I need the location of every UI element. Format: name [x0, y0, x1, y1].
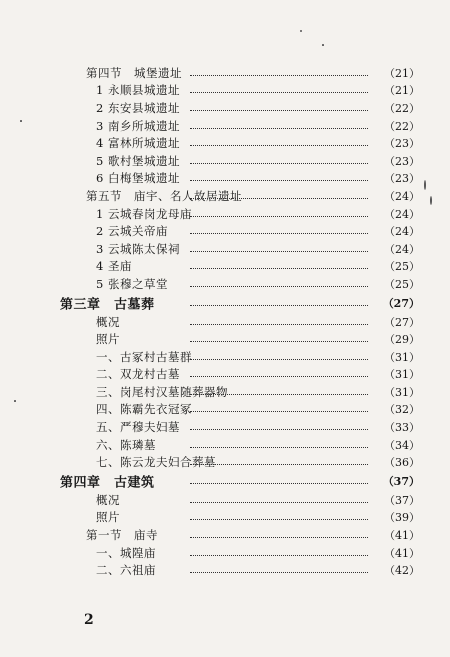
- toc-entry-title: 5 张穆之草堂: [96, 276, 168, 291]
- toc-entry-title: 六、陈璘墓: [96, 437, 156, 452]
- toc-page-number: （31）: [384, 385, 420, 399]
- toc-entry-title: 二、六祖庙: [96, 563, 156, 578]
- dot-leader: [190, 376, 368, 377]
- toc-entry-title: 七、陈云龙夫妇合葬墓: [96, 455, 216, 470]
- scan-speck: [424, 180, 426, 190]
- toc-page-number: （32）: [384, 403, 420, 417]
- dot-leader: [190, 268, 368, 269]
- toc-entry-title: 1 云城春岗龙母庙: [96, 206, 192, 221]
- dot-leader: [190, 180, 368, 181]
- dot-leader: [190, 286, 368, 287]
- toc-entry-title: 5 歌村堡城遗址: [96, 153, 180, 168]
- dot-leader: [190, 555, 368, 556]
- toc-entry-title: 第三章 古墓葬: [60, 297, 155, 313]
- toc-page-number: （23）: [384, 154, 420, 168]
- dot-leader: [190, 92, 368, 93]
- dot-leader: [190, 447, 368, 448]
- toc-entry-title: 第四章 古建筑: [60, 475, 155, 491]
- toc-entry-title: 3 南乡所城遗址: [96, 118, 180, 133]
- toc-entry-title: 4 圣庙: [96, 259, 132, 274]
- toc-page-number: （41）: [384, 529, 420, 543]
- dot-leader: [190, 519, 368, 520]
- toc-page-number: （37）: [382, 475, 420, 489]
- scan-speck: [430, 196, 432, 205]
- toc-page-number: （22）: [384, 119, 420, 133]
- dot-leader: [190, 572, 368, 573]
- toc-item-row: [0, 348, 450, 366]
- toc-item-row: [0, 366, 450, 384]
- toc-page-number: （22）: [384, 101, 420, 115]
- toc-entry-title: 2 东安县城遗址: [96, 100, 180, 115]
- toc-item-row: [0, 117, 450, 135]
- toc-page-number: （29）: [384, 333, 420, 347]
- toc-item-row: [0, 240, 450, 258]
- toc-item-row: [0, 330, 450, 348]
- toc-page-number: （36）: [384, 456, 420, 470]
- toc-chapter-row: [0, 471, 450, 491]
- toc-item-row: [0, 401, 450, 419]
- toc-item-row: [0, 275, 450, 293]
- toc-page-number: （27）: [382, 296, 420, 310]
- toc-page-number: （25）: [384, 277, 420, 291]
- dot-leader: [190, 411, 368, 412]
- toc-entry-title: 四、陈霸先衣冠冢: [96, 402, 192, 417]
- toc-section-row: [0, 526, 450, 544]
- toc-item-row: [0, 258, 450, 276]
- toc-item-row: [0, 170, 450, 188]
- toc-item-row: [0, 491, 450, 509]
- scan-speck: [14, 400, 16, 402]
- toc-section-row: [0, 64, 450, 82]
- dot-leader: [190, 110, 368, 111]
- dot-leader: [190, 502, 368, 503]
- toc-entry-title: 第四节 城堡遗址: [86, 65, 182, 80]
- toc-page-number: （31）: [384, 368, 420, 382]
- toc-page-number: （23）: [384, 172, 420, 186]
- toc-page-number: （33）: [384, 421, 420, 435]
- dot-leader: [190, 163, 368, 164]
- toc-item-row: [0, 436, 450, 454]
- toc-entry-title: 3 云城陈太保祠: [96, 241, 180, 256]
- toc-page-number: （41）: [384, 546, 420, 560]
- page-number: 2: [84, 612, 94, 628]
- toc-page-number: （21）: [384, 66, 420, 80]
- dot-leader: [190, 483, 368, 484]
- toc-entry-title: 第五节 庙宇、名人故居遗址: [86, 188, 242, 203]
- scan-speck: [300, 30, 302, 32]
- toc-page-number: （34）: [384, 438, 420, 452]
- toc-page-number: （31）: [384, 350, 420, 364]
- toc-page-number: （23）: [384, 137, 420, 151]
- dot-leader: [190, 324, 368, 325]
- toc-entry-title: 6 白梅堡城遗址: [96, 171, 180, 186]
- toc-page-number: （25）: [384, 260, 420, 274]
- toc-page-number: （24）: [384, 207, 420, 221]
- toc-entry-title: 一、城隍庙: [96, 545, 156, 560]
- toc-entry-title: 二、双龙村古墓: [96, 367, 180, 382]
- toc-entry-title: 概况: [96, 314, 120, 329]
- toc-item-row: [0, 544, 450, 562]
- toc-item-row: [0, 453, 450, 471]
- toc-entry-title: 照片: [96, 332, 120, 347]
- dot-leader: [190, 394, 368, 395]
- toc-item-row: [0, 205, 450, 223]
- toc-page-number: （24）: [384, 189, 420, 203]
- dot-leader: [190, 341, 368, 342]
- toc-entry-title: 五、严穆夫妇墓: [96, 420, 180, 435]
- toc-item-row: [0, 418, 450, 436]
- toc-item-row: [0, 152, 450, 170]
- toc-item-row: [0, 313, 450, 331]
- dot-leader: [190, 145, 368, 146]
- dot-leader: [190, 75, 368, 76]
- dot-leader: [190, 251, 368, 252]
- toc-section-row: [0, 187, 450, 205]
- dot-leader: [190, 305, 368, 306]
- dot-leader: [190, 537, 368, 538]
- dot-leader: [190, 233, 368, 234]
- dot-leader: [190, 216, 368, 217]
- toc-entry-title: 三、岗尾村汉墓随葬器物: [96, 384, 228, 399]
- toc-item-row: [0, 99, 450, 117]
- dot-leader: [190, 464, 368, 465]
- scan-speck: [20, 120, 22, 122]
- toc-entry-title: 1 永顺县城遗址: [96, 83, 180, 98]
- toc-item-row: [0, 222, 450, 240]
- table-of-contents: [0, 64, 450, 579]
- toc-entry-title: 照片: [96, 510, 120, 525]
- toc-page-number: （42）: [384, 564, 420, 578]
- toc-page-number: （21）: [384, 84, 420, 98]
- dot-leader: [190, 429, 368, 430]
- toc-item-row: [0, 82, 450, 100]
- toc-chapter-row: [0, 293, 450, 313]
- toc-entry-title: 4 富林所城遗址: [96, 136, 180, 151]
- toc-page-number: （37）: [384, 493, 420, 507]
- dot-leader: [190, 128, 368, 129]
- toc-item-row: [0, 134, 450, 152]
- toc-page-number: （24）: [384, 225, 420, 239]
- toc-entry-title: 2 云城关帝庙: [96, 224, 168, 239]
- toc-page-number: （39）: [384, 511, 420, 525]
- toc-page-number: （27）: [384, 315, 420, 329]
- toc-item-row: [0, 383, 450, 401]
- dot-leader: [190, 359, 368, 360]
- toc-page-number: （24）: [384, 242, 420, 256]
- dot-leader: [190, 198, 368, 199]
- toc-item-row: [0, 561, 450, 579]
- toc-entry-title: 第一节 庙寺: [86, 528, 158, 543]
- toc-entry-title: 概况: [96, 492, 120, 507]
- toc-entry-title: 一、古冢村古墓群: [96, 349, 192, 364]
- toc-item-row: [0, 509, 450, 527]
- scan-speck: [322, 44, 324, 46]
